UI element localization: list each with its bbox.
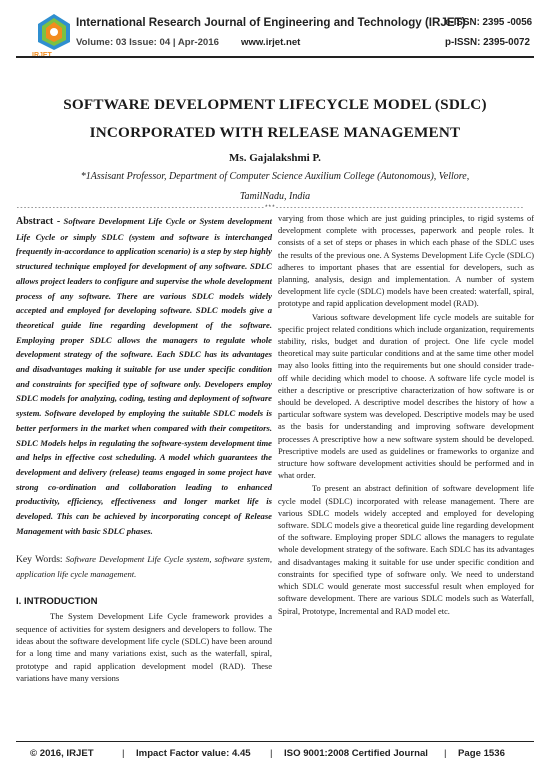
- footer-divider: |: [444, 748, 447, 759]
- header-rule: [16, 56, 534, 58]
- abstract-text: Software Development Life Cycle or System development Life Cycle or simply SDLC (system and software is interchanged frequently in-accordance to application scenario) is a step by step highly structured technique employed for development of any software. SDLC allows project leaders to configure and supervise the whole development process of any software. There are various SDLC models widely accepted and employed for developing software. SDLC models give a theoretical guide line regarding development of the software. Employing proper SDLC allows the managers to regulate whole development strategy of the software. Each SDLC has its advantages and disadvantages making it suitable for use under specific condition and constraints for specified type of software only. Developers employ SDLC models for analyzing, coding, testing and deployment of software system. Software developed by employing the suitable SDLC models is better performers in the market when compared with their competitors. SDLC Models helps in regulating the software-system development time and helps in effective cost scheduling. A model which guarantees the development and delivery (release) teams engaged in some project have strong co-ordination and collaboration leading to enhanced productivity, efficiency, effectiveness and longer market life is developed. This can be achieved by incorporating concept of Release Management with basic SDLC phases.: [16, 216, 272, 536]
- introduction-heading: I. INTRODUCTION: [16, 596, 98, 608]
- paper-title: SOFTWARE DEVELOPMENT LIFECYCLE MODEL (SDLC) INCORPORATED WITH RELEASE MANAGEMENT: [63, 96, 487, 141]
- keywords: [16, 552, 272, 581]
- abstract-label: Abstract -: [16, 216, 61, 227]
- p-issn: p-ISSN: 2395-0072: [445, 37, 530, 48]
- footer-divider: |: [122, 748, 125, 759]
- paper-author: Ms. Gajalakshmi P.: [229, 152, 321, 164]
- right-column: [278, 212, 534, 618]
- keywords-label: Key Words:: [16, 554, 63, 566]
- left-column: [16, 214, 272, 684]
- abstract: [16, 214, 272, 538]
- journal-header: [8, 6, 542, 54]
- keywords-text: Software Development Life Cycle system, software system, application life cycle management.: [16, 554, 272, 580]
- body-paragraph-3: To present an abstract definition of software development life cycle model (SDLC) incorporated with release management. There are various SDLC models widely accepted and employed for developing software. SDLC models give a theoretical guide line regarding development of the software. Employing proper SDLC allows the managers to regulate whole development strategy of the software. Each SDLC has its advantages and disadvantages making it suitable for use under specific condition and constraints for specified type of software only. We need to understand which SDLC would generate most successful result when employed for software development. There are various SDLC models such as Waterfall, Spiral, Prototype, Incremental and RAD model etc.: [278, 484, 534, 616]
- footer-impact-factor: Impact Factor value: 4.45: [136, 748, 251, 759]
- footer-rule: [16, 741, 534, 742]
- e-issn: e-ISSN: 2395 -0056: [445, 17, 533, 28]
- footer-iso: ISO 9001:2008 Certified Journal: [284, 748, 428, 759]
- body-paragraph-2: Various software development life cycle models are suitable for specific project related conditions which include organization, requirements stability, risks, budget and duration of project. One life cycle model theoretical may suite particular conditions and at the same time other model may also looks fitting into the requirements but one should consider trade-off while deciding which model to choose. A software life cycle model is either a descriptive or prescriptive characterization of how software is or should be developed. A descriptive model describes the history of how a particular software system was developed. Descriptive models may be used as the basis for understanding and improving software development processes A prescriptive how a new software system should be developed. Prescriptive models are used as guidelines or frameworks to organize and structure how software development activities should be performed and in what order.: [278, 312, 534, 481]
- footer-page-number: Page 1536: [458, 748, 505, 759]
- introduction-paragraph: The System Development Life Cycle framework provides a sequence of activities for system designers and developers to follow. The ideas about the software development life cycle (SDLC) have been around for a long time and many variations exist, such as the waterfall, spiral, prototype and rapid application development model (RAD). These variations have many versions: [16, 611, 272, 683]
- author-affiliation: *1Assisant Professor, Department of Computer Science Auxilium College (Autonomous), Vellore, TamilNadu, India: [80, 171, 470, 202]
- journal-website: www.irjet.net: [241, 37, 301, 48]
- footer-divider: |: [270, 748, 273, 759]
- section-separator: ---------------------------------------------------------------------***---------------------------------------------------------------------: [16, 204, 524, 211]
- volume-issue: Volume: 03 Issue: 04 | Apr-2016: [76, 37, 219, 48]
- journal-title: International Research Journal of Engineering and Technology (IRJET): [76, 16, 466, 29]
- body-paragraph-1: varying from those which are just guiding principles, to rigid systems of development complete with processes, paperwork and people roles. It consists of a set of steps or phases in which each phase of the SDLC uses the results of the previous one. A Systems Development Life Cycle (SDLC) adheres to important phases that are essential for developers, such as planning, analysis, design and implementation. A number of system development life cycle (SDLC) models have been created: waterfall, spiral, prototype and rapid application development model (RAD).: [278, 214, 534, 309]
- footer-copyright: © 2016, IRJET: [30, 748, 94, 759]
- irjet-logo: [36, 12, 70, 50]
